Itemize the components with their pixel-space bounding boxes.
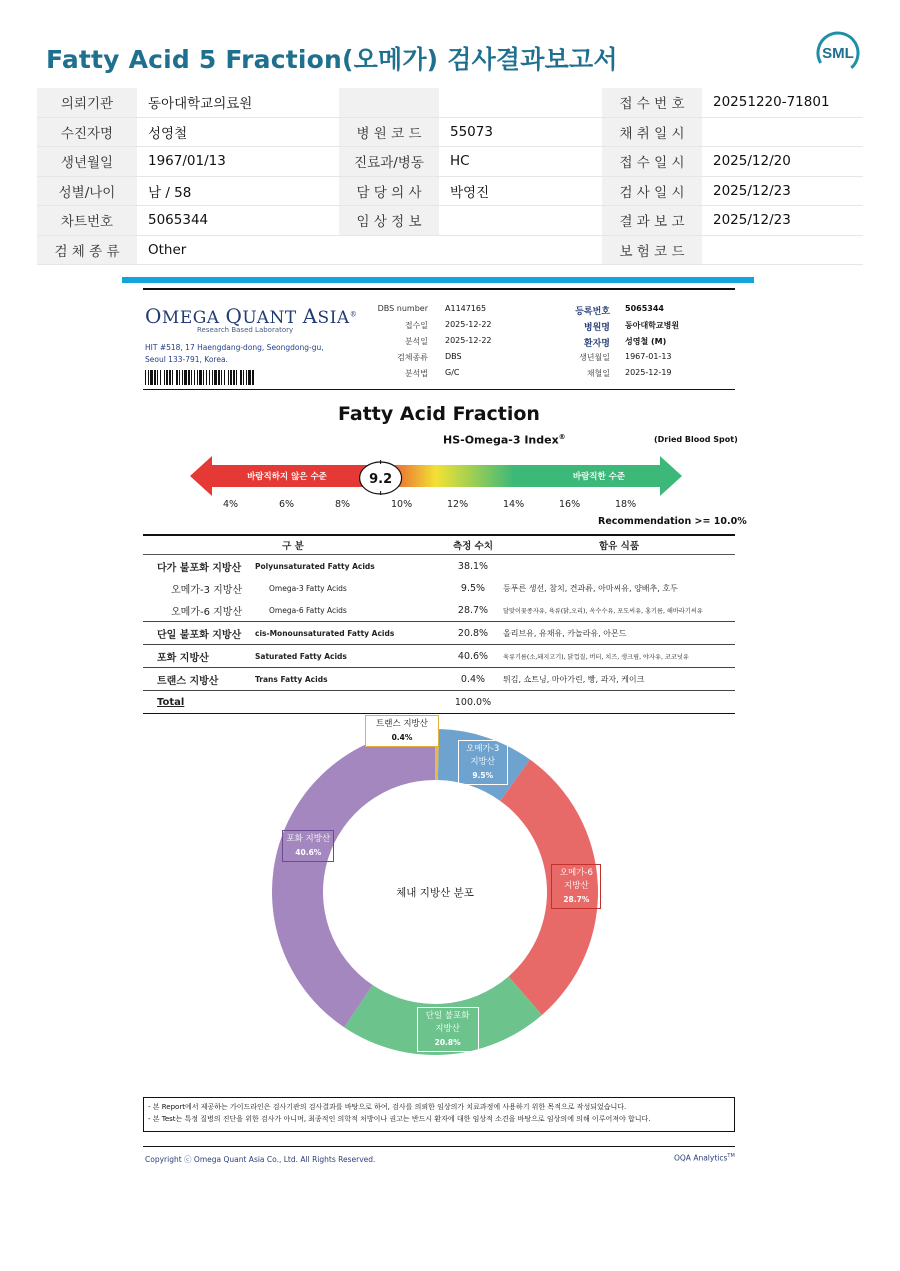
acid-foods: 달맞이꽃종자유, 육류(닭,오리), 옥수수유, 포도씨유, 홍기름, 해바라기씨유: [503, 607, 703, 615]
acid-name-en: Omega-3 Fatty Acids: [269, 583, 347, 593]
acid-value: 40.6%: [443, 645, 503, 668]
barcode-bar: [145, 370, 146, 385]
meta-value: 1967-01-13: [625, 352, 672, 361]
info-label: 병 원 코 드: [339, 117, 439, 147]
slice-label-pct: 9.5%: [472, 770, 494, 780]
fraction-title: Fatty Acid Fraction: [338, 403, 540, 425]
total-row: [143, 691, 735, 714]
report-title: Fatty Acid 5 Fraction(오메가) 검사결과보고서: [46, 45, 618, 74]
disclaimer-line: - 본 Report에서 제공하는 가이드라인은 검사기관의 검사결과를 바탕으로 하여, 검사를 의뢰한 임상의가 치료과정에 사용하기 위한 목적으로 작성되었습니다.: [148, 1103, 627, 1111]
meta-value: 2025-12-19: [625, 368, 672, 377]
barcode-bar: [218, 370, 220, 385]
acid-value: 28.7%: [457, 604, 489, 616]
col-header-food: 함유 식품: [503, 535, 735, 555]
total-spacer: [503, 691, 735, 714]
acid-name-en: Polyunsaturated Fatty Acids: [255, 555, 443, 578]
lab-header-rule: [143, 389, 735, 390]
barcode-bar: [209, 370, 210, 385]
total-spacer: [255, 691, 443, 714]
sample-type-label: (Dried Blood Spot): [654, 435, 738, 444]
barcode-bar: [182, 370, 183, 385]
total-label: Total: [143, 691, 255, 714]
meta-key: 생년월일: [579, 353, 610, 362]
acid-name-en: Trans Fatty Acids: [255, 668, 443, 691]
oqa-analytics: OQA Analytics™: [674, 1153, 735, 1163]
barcode-bar: [176, 370, 178, 385]
info-label: [339, 88, 439, 117]
meta-key: 환자명: [583, 339, 610, 349]
info-value: 5065344: [137, 206, 339, 236]
barcode-bar: [157, 370, 158, 385]
disclaimer-line: - 본 Test는 특정 질병의 진단을 위한 검사가 아니며, 최종적인 의학적 처방이나 권고는 반드시 환자에 대한 임상적 소견을 바탕으로 임상의에 의해 이루어져야 합니다.: [148, 1115, 651, 1123]
info-label: 진료과/병동: [339, 147, 439, 177]
barcode-bar: [252, 370, 254, 385]
omega-index-label: HS-Omega-3 Index®: [443, 433, 566, 447]
donut-center-title: 체내 지방산 분포: [396, 887, 474, 899]
total-value: 100.0%: [443, 691, 503, 714]
meta-value: A1147165: [445, 304, 487, 313]
slice-label-name: 오메가-3: [466, 743, 500, 754]
info-value: 1967/01/13: [137, 147, 339, 177]
info-value: HC: [439, 147, 602, 177]
meta-key: DBS number: [377, 304, 428, 313]
acid-value: 0.4%: [443, 668, 503, 691]
index-tick: 10%: [391, 499, 413, 510]
omega-index-scale: [190, 452, 682, 500]
info-label: 접 수 일 시: [602, 147, 702, 177]
barcode-bar: [160, 370, 161, 385]
col-header-value: 측정 수치: [443, 535, 503, 555]
info-value: Other: [137, 235, 339, 265]
lab-meta-left: [340, 304, 540, 384]
barcode-bar: [243, 370, 244, 385]
sml-logo-text: SML: [822, 45, 854, 62]
barcode-bar: [246, 370, 247, 385]
meta-key: 검체종류: [397, 353, 428, 362]
disclaimer-box: [143, 1097, 735, 1132]
info-value: 성영철: [137, 117, 339, 147]
barcode-bar: [191, 370, 192, 385]
meta-key: 채혈일: [586, 369, 610, 378]
acid-name-en: Omega-6 Fatty Acids: [269, 605, 347, 615]
meta-key: 분석일: [404, 337, 428, 346]
acid-name-ko: 트랜스 지방산: [143, 668, 255, 691]
info-value: 2025/12/23: [702, 206, 863, 236]
slice-label-name: 지방산: [435, 1024, 460, 1035]
meta-key: 분석법: [404, 369, 428, 378]
info-label: 차트번호: [37, 206, 137, 236]
barcode-bar: [148, 370, 149, 385]
barcode-bar: [164, 370, 165, 385]
meta-value: 동아대학교병원: [625, 321, 680, 330]
info-value: [702, 117, 863, 147]
acid-name-ko: 오메가-3 지방산: [171, 584, 243, 596]
acid-value: 38.1%: [443, 555, 503, 578]
info-value: [439, 235, 602, 265]
fatty-acid-row: [143, 668, 735, 691]
info-row: [37, 176, 863, 206]
meta-value: 5065344: [625, 304, 664, 313]
info-label: 생년월일: [37, 147, 137, 177]
lab-address: HIT #518, 17 Haengdang-dong, Seongdong-gu, Seoul 133-791, Korea.: [145, 343, 324, 364]
meta-value: G/C: [445, 368, 460, 377]
info-label: 결 과 보 고: [602, 206, 702, 236]
col-header-category: 구 분: [143, 535, 443, 555]
barcode-bar: [203, 370, 204, 385]
info-label: 채 취 일 시: [602, 117, 702, 147]
slice-label-pct: 0.4%: [391, 733, 413, 742]
acid-name-ko: 포화 지방산: [143, 645, 255, 668]
info-label: 성별/나이: [37, 176, 137, 206]
index-tick: 12%: [447, 499, 469, 510]
index-tick: 6%: [279, 499, 295, 510]
recommendation: Recommendation >= 10.0%: [598, 516, 747, 527]
copyright: Copyright ⓒ Omega Quant Asia Co., Ltd. All Rights Reserved.: [145, 1155, 376, 1164]
info-value: 박영진: [439, 176, 602, 206]
sml-logo: [815, 30, 861, 76]
info-value: [439, 88, 602, 117]
meta-value: 2025-12-22: [445, 320, 492, 329]
footer-rule: [143, 1146, 735, 1147]
meta-value: DBS: [445, 352, 462, 361]
info-label: 검 체 종 류: [37, 235, 137, 265]
acid-foods: 올리브유, 유채유, 카놀라유, 아몬드: [503, 622, 735, 645]
slice-label-pct: 40.6%: [295, 847, 322, 857]
fatty-acid-row: [143, 599, 735, 622]
report-top-rule: [143, 288, 735, 290]
barcode-bar: [199, 370, 202, 385]
donut-slice-label: [417, 1007, 479, 1052]
info-row: [37, 235, 863, 265]
donut-slice: [272, 729, 435, 1027]
barcode-bar: [240, 370, 242, 385]
fatty-acid-row: [143, 622, 735, 645]
index-tick: 18%: [615, 499, 637, 510]
info-value: 2025/12/20: [702, 147, 863, 177]
slice-label-name: 지방산: [470, 756, 496, 767]
info-label: 접 수 번 호: [602, 88, 702, 117]
meta-key: 접수일: [404, 321, 428, 330]
acid-foods: 등푸른 생선, 참치, 견과류, 아마씨유, 양배추, 호두: [503, 583, 678, 593]
index-tick: 16%: [559, 499, 581, 510]
barcode-bar: [166, 370, 168, 385]
desirable-label: 바람직한 수준: [572, 472, 626, 482]
barcode-bar: [194, 370, 195, 385]
info-value: 2025/12/23: [702, 176, 863, 206]
info-label: 임 상 정 보: [339, 206, 439, 236]
acid-foods: [503, 555, 735, 578]
slice-label-name: 포화 지방산: [286, 833, 331, 844]
undesirable-label: 바람직하지 않은 수준: [247, 472, 327, 482]
barcode-bar: [236, 370, 237, 385]
omega-quant-asia-logo: OMEGA QUANT ASIA®: [145, 304, 358, 328]
acid-value: 9.5%: [460, 582, 486, 594]
donut-slice-label: [282, 830, 334, 862]
index-tick: 4%: [223, 499, 239, 510]
slice-label-name: 트랜스 지방산: [376, 719, 428, 729]
info-row: [37, 206, 863, 236]
info-value: 남 / 58: [137, 176, 339, 206]
info-value: 동아대학교의료원: [137, 88, 339, 117]
barcode-bar: [197, 370, 198, 385]
section-divider: [122, 277, 754, 283]
barcode-bar: [214, 370, 217, 385]
barcode-bar: [154, 370, 156, 385]
barcode-bar: [233, 370, 235, 385]
donut-slice-label: [365, 715, 439, 747]
acid-name-ko: 다가 불포화 지방산: [143, 555, 255, 578]
barcode-bar: [212, 370, 213, 385]
info-label: 담 당 의 사: [339, 176, 439, 206]
lab-meta-right: [530, 304, 735, 384]
meta-key: 등록번호: [575, 307, 610, 317]
meta-value: 2025-12-22: [445, 336, 492, 345]
barcode-bar: [228, 370, 229, 385]
info-row: [37, 147, 863, 177]
patient-info-table: [37, 88, 863, 265]
barcode-bar: [224, 370, 225, 385]
barcode-bar: [221, 370, 222, 385]
barcode-bar: [169, 370, 171, 385]
info-value: 55073: [439, 117, 602, 147]
slice-label-pct: 28.7%: [563, 894, 590, 904]
fatty-acid-row: [143, 645, 735, 668]
info-value: [439, 206, 602, 236]
fatty-acid-row: [143, 555, 735, 578]
barcode-bar: [150, 370, 153, 385]
barcode-bar: [188, 370, 190, 385]
acid-name-ko: 오메가-6 지방산: [171, 606, 243, 618]
barcode-bar: [179, 370, 180, 385]
barcode-bar: [248, 370, 251, 385]
fatty-acid-table: [143, 534, 735, 714]
info-row: [37, 88, 863, 117]
donut-slice-label: [458, 740, 508, 785]
slice-label-name: 지방산: [564, 880, 589, 891]
info-label: [339, 235, 439, 265]
info-label: 보 험 코 드: [602, 235, 702, 265]
info-label: 의뢰기관: [37, 88, 137, 117]
info-label: 수진자명: [37, 117, 137, 147]
acid-name-en: cis-Monounsaturated Fatty Acids: [255, 622, 443, 645]
info-value: 20251220-71801: [702, 88, 863, 117]
info-label: 검 사 일 시: [602, 176, 702, 206]
slice-label-pct: 20.8%: [434, 1038, 461, 1048]
barcode-icon: [145, 370, 255, 385]
info-row: [37, 117, 863, 147]
index-tick: 8%: [335, 499, 351, 510]
acid-foods: 육류기름(소,돼지고기), 닭껍질, 버터, 치즈, 생크림, 야자유, 코코넛유: [503, 645, 735, 668]
slice-label-name: 오메가-6: [559, 867, 593, 878]
meta-value: 성영철 (M): [625, 337, 667, 346]
acid-foods: 튀김, 쇼트닝, 마아가린, 빵, 과자, 케이크: [503, 668, 735, 691]
barcode-bar: [172, 370, 173, 385]
index-tick: 14%: [503, 499, 525, 510]
meta-key: 병원명: [583, 323, 610, 333]
info-value: [702, 235, 863, 265]
donut-slice-label: [551, 864, 601, 909]
acid-name-ko: 단일 불포화 지방산: [143, 622, 255, 645]
fatty-acid-row: [143, 577, 735, 599]
barcode-bar: [230, 370, 232, 385]
acid-value: 20.8%: [443, 622, 503, 645]
index-value: 9.2: [369, 472, 393, 487]
slice-label-name: 단일 불포화: [425, 1011, 470, 1022]
barcode-bar: [184, 370, 187, 385]
lab-subtitle: Research Based Laboratory: [197, 326, 294, 334]
barcode-bar: [206, 370, 207, 385]
acid-name-en: Saturated Fatty Acids: [255, 645, 443, 668]
